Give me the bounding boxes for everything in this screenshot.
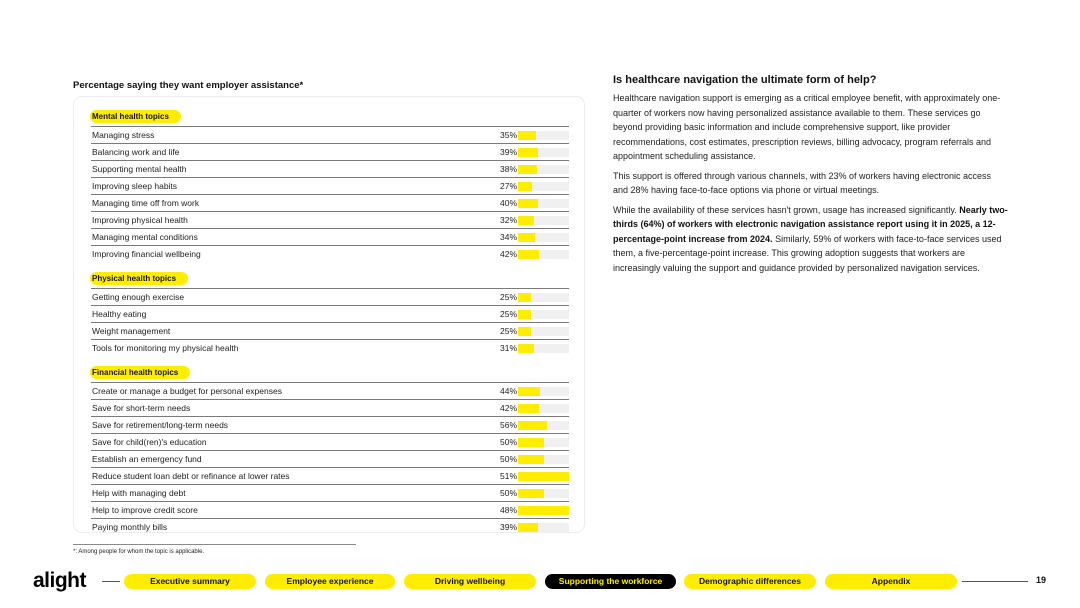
section-label: Physical health topics bbox=[90, 272, 188, 285]
bar-fill bbox=[518, 216, 534, 225]
bar-fill bbox=[518, 523, 538, 532]
bar-fill bbox=[518, 293, 531, 302]
section-label: Financial health topics bbox=[90, 366, 190, 379]
chart-row bbox=[91, 467, 569, 484]
bar-track bbox=[518, 233, 569, 242]
bar-fill bbox=[518, 182, 532, 191]
row-percentage: 50% bbox=[499, 437, 517, 447]
nav-employee-experience[interactable]: Employee experience bbox=[265, 574, 395, 589]
row-percentage: 27% bbox=[499, 181, 517, 191]
row-percentage: 25% bbox=[499, 326, 517, 336]
row-label: Save for child(ren)'s education bbox=[92, 437, 207, 447]
row-percentage: 32% bbox=[499, 215, 517, 225]
row-percentage: 39% bbox=[499, 522, 517, 532]
row-label: Supporting mental health bbox=[92, 164, 187, 174]
row-label: Help to improve credit score bbox=[92, 505, 198, 515]
row-percentage: 40% bbox=[499, 198, 517, 208]
chart-card bbox=[73, 96, 585, 533]
alight-logo[interactable]: alight bbox=[33, 569, 86, 592]
row-percentage: 34% bbox=[499, 232, 517, 242]
p3-end: Similarly, 59% of workers with face-to-face services used them, a five-percentage-point increase. This growing adoption suggests that workers are increasingly valuing the support and guidance provided by personalized navigation services. bbox=[613, 233, 1002, 273]
row-label: Managing time off from work bbox=[92, 198, 200, 208]
chart-title: Percentage saying they want employer assistance* bbox=[73, 80, 304, 91]
nav-divider-right bbox=[962, 581, 1028, 582]
chart-row bbox=[91, 339, 569, 356]
row-percentage: 35% bbox=[499, 130, 517, 140]
row-label: Help with managing debt bbox=[92, 488, 186, 498]
bar-fill bbox=[518, 233, 535, 242]
chart-row bbox=[91, 433, 569, 450]
bar-fill bbox=[518, 165, 537, 174]
row-label: Save for short-term needs bbox=[92, 403, 191, 413]
row-percentage: 48% bbox=[499, 505, 517, 515]
row-percentage: 44% bbox=[499, 386, 517, 396]
chart-rows bbox=[91, 106, 569, 535]
row-label: Reduce student loan debt or refinance at lower rates bbox=[92, 471, 290, 481]
row-percentage: 56% bbox=[499, 420, 517, 430]
bar-track bbox=[518, 165, 569, 174]
nav-supporting-the-workforce[interactable]: Supporting the workforce bbox=[545, 574, 676, 589]
bar-fill bbox=[518, 310, 531, 319]
section-financial-health-topics bbox=[91, 362, 569, 535]
nav-demographic-differences[interactable]: Demographic differences bbox=[684, 574, 816, 589]
bar-track bbox=[518, 327, 569, 336]
chart-row bbox=[91, 288, 569, 305]
chart-row bbox=[91, 518, 569, 535]
nav-divider-left bbox=[102, 581, 120, 582]
bar-fill bbox=[518, 421, 547, 430]
chart-row bbox=[91, 416, 569, 433]
row-percentage: 25% bbox=[499, 309, 517, 319]
bar-track bbox=[518, 387, 569, 396]
bar-fill bbox=[518, 489, 544, 498]
chart-row bbox=[91, 143, 569, 160]
bar-track bbox=[518, 421, 569, 430]
row-label: Create or manage a budget for personal expenses bbox=[92, 386, 282, 396]
bar-track bbox=[518, 148, 569, 157]
chart-row bbox=[91, 211, 569, 228]
row-percentage: 42% bbox=[499, 403, 517, 413]
bar-track bbox=[518, 310, 569, 319]
bar-track bbox=[518, 404, 569, 413]
bar-track bbox=[518, 131, 569, 140]
row-percentage: 51% bbox=[499, 471, 517, 481]
chart-row bbox=[91, 194, 569, 211]
section-label: Mental health topics bbox=[90, 110, 181, 123]
row-percentage: 31% bbox=[499, 343, 517, 353]
chart-row bbox=[91, 382, 569, 399]
chart-row bbox=[91, 501, 569, 518]
bar-track bbox=[518, 250, 569, 259]
bar-track bbox=[518, 438, 569, 447]
row-label: Tools for monitoring my physical health bbox=[92, 343, 239, 353]
bar-track bbox=[518, 199, 569, 208]
bar-fill bbox=[518, 455, 544, 464]
row-percentage: 50% bbox=[499, 454, 517, 464]
bar-fill bbox=[518, 131, 536, 140]
row-percentage: 38% bbox=[499, 164, 517, 174]
bar-track bbox=[518, 523, 569, 532]
nav-driving-wellbeing[interactable]: Driving wellbeing bbox=[404, 574, 536, 589]
row-percentage: 39% bbox=[499, 147, 517, 157]
bar-track bbox=[518, 506, 569, 515]
chart-row bbox=[91, 228, 569, 245]
article-paragraph-1: Healthcare navigation support is emerging as a critical employee benefit, with approximately one-quarter of workers now having personalized assistance available to them. These services go beyond providing basic information and include comprehensive support, like provider recommendations, cost estimates, prescription reviews, billing advocacy, program referrals and appointment scheduling assistance. bbox=[613, 93, 1001, 161]
section-mental-health-topics bbox=[91, 106, 569, 262]
article-heading: Is healthcare navigation the ultimate form of help? bbox=[613, 74, 877, 86]
bar-fill bbox=[518, 327, 531, 336]
row-label: Managing stress bbox=[92, 130, 155, 140]
p3-start: While the availability of these services hasn't grown, usage has increased significantly. bbox=[613, 204, 960, 215]
row-percentage: 42% bbox=[499, 249, 517, 259]
bar-track bbox=[518, 216, 569, 225]
chart-row bbox=[91, 322, 569, 339]
row-label: Healthy eating bbox=[92, 309, 147, 319]
footer-nav bbox=[0, 568, 1080, 596]
row-label: Weight management bbox=[92, 326, 171, 336]
bar-track bbox=[518, 455, 569, 464]
section-physical-health-topics bbox=[91, 268, 569, 356]
row-percentage: 50% bbox=[499, 488, 517, 498]
bar-fill bbox=[518, 148, 538, 157]
chart-row bbox=[91, 305, 569, 322]
bar-track bbox=[518, 344, 569, 353]
chart-row bbox=[91, 126, 569, 143]
nav-executive-summary[interactable]: Executive summary bbox=[124, 574, 256, 589]
bar-fill bbox=[518, 387, 540, 396]
article-paragraph-2: This support is offered through various channels, with 23% of workers having electronic access and 28% having face-to-face options via phone or virtual meetings. bbox=[613, 170, 992, 195]
chart-row bbox=[91, 450, 569, 467]
footnote-divider bbox=[73, 544, 356, 545]
chart-row bbox=[91, 484, 569, 501]
bar-track bbox=[518, 182, 569, 191]
chart-row bbox=[91, 399, 569, 416]
bar-fill bbox=[518, 344, 534, 353]
page-number: 19 bbox=[1036, 575, 1047, 585]
row-label: Getting enough exercise bbox=[92, 292, 185, 302]
bar-fill bbox=[518, 199, 538, 208]
nav-appendix[interactable]: Appendix bbox=[825, 574, 957, 589]
article-panel bbox=[613, 74, 1008, 280]
bar-fill bbox=[518, 472, 569, 481]
row-label: Balancing work and life bbox=[92, 147, 180, 157]
row-label: Paying monthly bills bbox=[92, 522, 168, 532]
chart-row bbox=[91, 160, 569, 177]
row-label: Improving sleep habits bbox=[92, 181, 178, 191]
article-paragraph-3 bbox=[613, 203, 1008, 276]
row-label: Save for retirement/long-term needs bbox=[92, 420, 229, 430]
bar-fill bbox=[518, 404, 539, 413]
bar-fill bbox=[518, 250, 539, 259]
p3-bold: Nearly two-thirds (64%) of workers with electronic navigation assistance report using it in 2025, a 12-percentage-point increase from 2024. bbox=[613, 204, 1008, 244]
row-label: Managing mental conditions bbox=[92, 232, 198, 242]
row-label: Improving financial wellbeing bbox=[92, 249, 201, 259]
bar-track bbox=[518, 489, 569, 498]
bar-fill bbox=[518, 506, 569, 515]
footnote: *: Among people for whom the topic is applicable. bbox=[73, 549, 205, 555]
row-label: Improving physical health bbox=[92, 215, 188, 225]
row-label: Establish an emergency fund bbox=[92, 454, 202, 464]
bar-fill bbox=[518, 438, 544, 447]
chart-row bbox=[91, 177, 569, 194]
bar-track bbox=[518, 293, 569, 302]
row-percentage: 25% bbox=[499, 292, 517, 302]
chart-row bbox=[91, 245, 569, 262]
bar-track bbox=[518, 472, 569, 481]
